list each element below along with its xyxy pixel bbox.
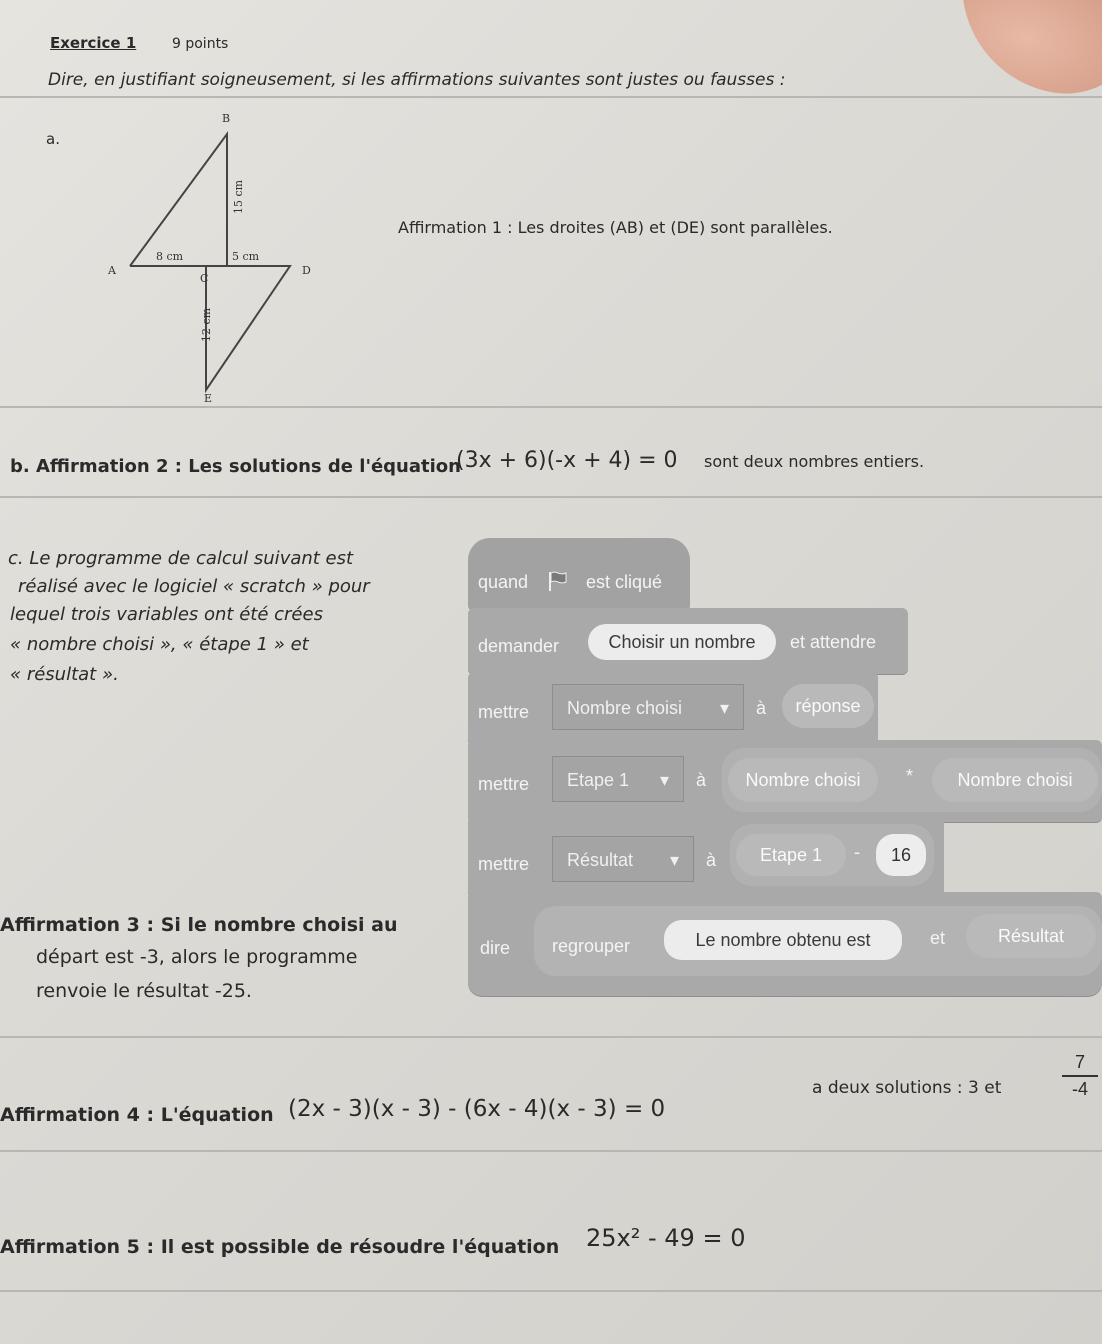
- part-c-line: « résultat ».: [10, 664, 119, 685]
- scratch-ask-label: demander: [478, 636, 560, 656]
- divider: [0, 406, 1102, 408]
- fraction: [1062, 1052, 1098, 1100]
- part-c-line: c. Le programme de calcul suivant est: [8, 548, 354, 569]
- scratch-operator-symbol: *: [906, 766, 914, 786]
- length-ce: 12 cm: [200, 307, 213, 342]
- scratch-answer-reporter: réponse: [782, 684, 874, 728]
- divider: [0, 1150, 1102, 1152]
- affirmation-5-label: Affirmation 5 : Il est possible de résoudre l'équation: [0, 1236, 560, 1258]
- scratch-operator-symbol: -: [854, 842, 860, 862]
- part-c-line: réalisé avec le logiciel « scratch » pour: [18, 576, 370, 597]
- point-c-label: C: [200, 272, 209, 285]
- scratch-number-input: 16: [876, 834, 926, 876]
- scratch-set-block: [468, 672, 878, 746]
- scratch-to-label: à: [756, 698, 767, 718]
- scratch-operand-reporter: Nombre choisi: [728, 758, 878, 802]
- fraction-denominator: -4: [1071, 1079, 1088, 1099]
- scratch-join-label: regrouper: [552, 936, 631, 956]
- scratch-hat-block: [468, 538, 690, 610]
- affirmation-3-line: Affirmation 3 : Si le nombre choisi au: [0, 914, 398, 936]
- scratch-variable-reporter: Résultat: [966, 914, 1096, 958]
- part-c-line: « nombre choisi », « étape 1 » et: [10, 634, 309, 655]
- point-d-label: D: [302, 264, 311, 277]
- triangle-cde: [206, 266, 290, 390]
- scratch-set-label: mettre: [478, 774, 530, 794]
- equation-5: 25x² - 49 = 0: [586, 1224, 746, 1252]
- triangle-abc: [130, 134, 227, 266]
- point-a-label: A: [108, 264, 116, 277]
- affirmation-3-line: renvoie le résultat -25.: [36, 980, 252, 1002]
- scratch-wait-label: et attendre: [790, 632, 877, 652]
- scratch-to-label: à: [706, 850, 717, 870]
- scratch-subtract-operator: [730, 824, 934, 886]
- exercise-points: 9 points: [172, 36, 229, 52]
- affirmation-3-line: départ est -3, alors le programme: [36, 946, 358, 968]
- dropdown-arrow-icon: ▾: [659, 770, 669, 790]
- scratch-set-block: [468, 740, 1102, 822]
- scratch-join-text: Le nombre obtenu est: [664, 920, 902, 960]
- scratch-variable-name: Etape 1: [567, 770, 630, 790]
- exercise-title: Exercice 1: [50, 34, 137, 52]
- equation-4: (2x - 3)(x - 3) - (6x - 4)(x - 3) = 0: [288, 1096, 666, 1122]
- scratch-and-label: et: [930, 928, 946, 948]
- scratch-variable-name: Résultat: [567, 850, 634, 870]
- scratch-operand-reporter: Nombre choisi: [932, 758, 1098, 802]
- scratch-variable-dropdown: [552, 836, 694, 882]
- scratch-operand-reporter: Etape 1: [736, 834, 846, 876]
- affirmation-4-label: Affirmation 4 : L'équation: [0, 1104, 274, 1126]
- scratch-when-label: quand: [478, 572, 529, 592]
- fraction-bar: [1062, 1075, 1098, 1077]
- scratch-multiply-operator: [722, 748, 1102, 812]
- length-cd: 5 cm: [232, 250, 260, 263]
- point-e-label: E: [204, 392, 213, 405]
- triangle-figure: [100, 104, 340, 414]
- affirmation-2-label: b. Affirmation 2 : Les solutions de l'équation: [10, 456, 461, 477]
- part-c-line: lequel trois variables ont été crées: [10, 604, 323, 625]
- instructions: Dire, en justifiant soigneusement, si les affirmations suivantes sont justes ou fausses :: [48, 70, 786, 90]
- affirmation-4-suffix: a deux solutions : 3 et: [812, 1078, 1002, 1098]
- fraction-numerator: 7: [1074, 1052, 1085, 1072]
- equation-2: (3x + 6)(-x + 4) = 0: [456, 448, 678, 473]
- scratch-say-label: dire: [480, 938, 511, 958]
- dropdown-arrow-icon: ▾: [719, 698, 729, 718]
- green-flag-icon: [546, 570, 570, 592]
- scratch-set-block: [468, 816, 944, 898]
- scratch-to-label: à: [696, 770, 707, 790]
- length-cb: 15 cm: [232, 179, 245, 214]
- scratch-set-label: mettre: [478, 854, 530, 874]
- part-a-label: a.: [46, 130, 60, 148]
- scratch-variable-name: Nombre choisi: [567, 698, 683, 718]
- affirmation-2-suffix: sont deux nombres entiers.: [704, 452, 925, 471]
- scratch-variable-dropdown: [552, 756, 684, 802]
- finger: [942, 0, 1102, 108]
- scratch-clicked-label: est cliqué: [586, 572, 663, 592]
- scratch-variable-dropdown: [552, 684, 744, 730]
- dropdown-arrow-icon: ▾: [669, 850, 679, 870]
- divider: [0, 96, 1102, 98]
- affirmation-1: Affirmation 1 : Les droites (AB) et (DE) sont parallèles.: [398, 218, 833, 237]
- scratch-say-block: [468, 892, 1102, 996]
- scratch-set-label: mettre: [478, 702, 530, 722]
- divider: [0, 1290, 1102, 1292]
- divider: [0, 1036, 1102, 1038]
- scratch-join-operator: [534, 906, 1102, 976]
- divider: [0, 496, 1102, 498]
- length-ac: 8 cm: [156, 250, 184, 263]
- scratch-ask-text: Choisir un nombre: [588, 624, 776, 660]
- point-b-label: B: [222, 112, 231, 125]
- scratch-ask-block: [468, 608, 908, 674]
